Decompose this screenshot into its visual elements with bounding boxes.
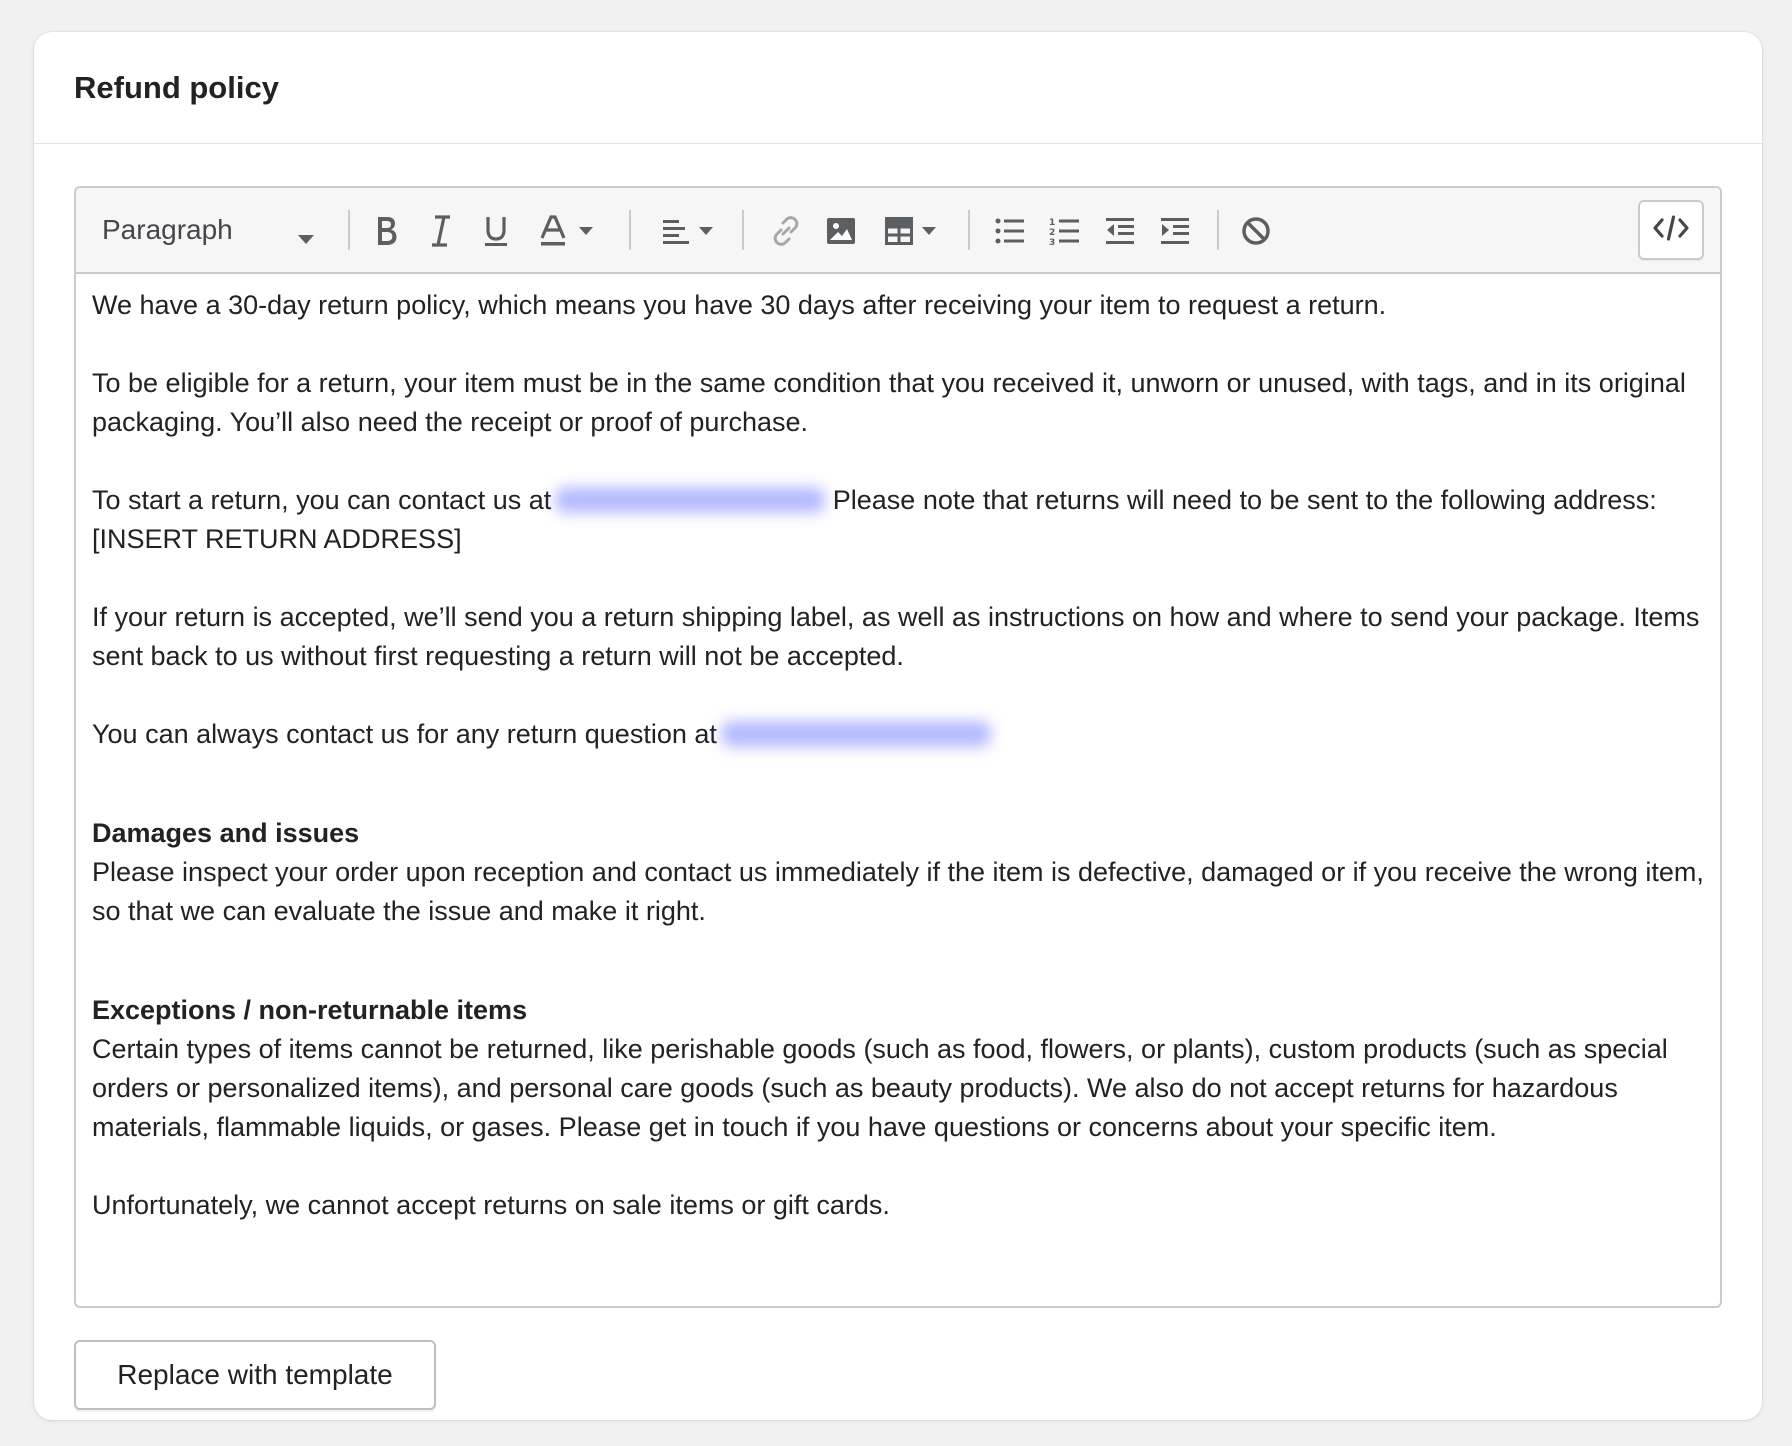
card-header bbox=[34, 32, 1762, 144]
italic-button[interactable] bbox=[416, 206, 466, 256]
toolbar-divider bbox=[629, 210, 631, 250]
section-heading: Exceptions / non-returnable items bbox=[92, 995, 528, 1025]
code-view-icon bbox=[1652, 214, 1690, 247]
redacted-email bbox=[721, 721, 991, 747]
image-icon bbox=[825, 216, 857, 246]
toolbar-divider bbox=[1217, 210, 1219, 250]
paragraph: If your return is accepted, we’ll send you a return shipping label, as well as instructions on how and where to send your package. Items sent back to us without first requesting a return will not be accepted. bbox=[92, 602, 1700, 671]
text-color-icon bbox=[537, 214, 571, 248]
align-left-icon bbox=[661, 216, 691, 246]
indent-icon bbox=[1159, 216, 1191, 246]
table-icon bbox=[884, 216, 914, 246]
paragraph-format-select[interactable] bbox=[86, 202, 326, 258]
paragraph bbox=[92, 481, 1712, 559]
insert-image-button[interactable] bbox=[816, 206, 866, 256]
paragraph-format-value: Paragraph bbox=[102, 214, 233, 245]
outdent-button[interactable] bbox=[1095, 206, 1145, 256]
bulleted-list-button[interactable] bbox=[985, 206, 1035, 256]
chevron-down-icon bbox=[697, 225, 715, 237]
paragraph: We have a 30-day return policy, which means you have 30 days after receiving your item to request a return. bbox=[92, 290, 1387, 320]
italic-icon bbox=[426, 214, 456, 248]
bold-icon bbox=[371, 214, 401, 248]
link-icon bbox=[770, 215, 802, 247]
editor-toolbar bbox=[76, 188, 1720, 274]
redacted-email bbox=[555, 487, 825, 513]
align-button[interactable] bbox=[648, 206, 728, 256]
card-title: Refund policy bbox=[74, 69, 279, 105]
toolbar-divider bbox=[968, 210, 970, 250]
paragraph: Certain types of items cannot be returned, like perishable goods (such as food, flowers, or plants), custom products (such as special orders or personalized items), and personal care goods (such as beauty products). We also do not accept returns for hazardous materials, flammable liquids, or gases. Please get in touch if you have questions or concerns about your specific item. bbox=[92, 1034, 1668, 1142]
refund-policy-card bbox=[34, 32, 1762, 1420]
indent-button[interactable] bbox=[1150, 206, 1200, 256]
chevron-down-icon bbox=[920, 225, 938, 237]
code-view-button[interactable] bbox=[1638, 200, 1704, 260]
toolbar-divider bbox=[348, 210, 350, 250]
editor-content[interactable] bbox=[92, 286, 1712, 1225]
paragraph: Please inspect your order upon reception and contact us immediately if the item is defective, damaged or if you receive the wrong item, so that we can evaluate the issue and make it right. bbox=[92, 857, 1704, 926]
underline-icon bbox=[481, 214, 511, 248]
paragraph: To be eligible for a return, your item must be in the same condition that you received it, unworn or unused, with tags, and in its original packaging. You’ll also need the receipt or proof of purchase. bbox=[92, 368, 1686, 437]
paragraph-text: Please note that returns will need to be sent to the following address: [INSERT RETURN ADDRESS] bbox=[92, 485, 1657, 554]
chevron-down-icon bbox=[296, 222, 316, 254]
bulleted-list-icon bbox=[994, 216, 1026, 246]
clear-formatting-button[interactable] bbox=[1231, 206, 1281, 256]
link-button[interactable] bbox=[761, 206, 811, 256]
toolbar-divider bbox=[742, 210, 744, 250]
chevron-down-icon bbox=[577, 225, 595, 237]
paragraph: Unfortunately, we cannot accept returns on sale items or gift cards. bbox=[92, 1190, 890, 1220]
svg-text:2: 2 bbox=[1049, 228, 1056, 238]
outdent-icon bbox=[1104, 216, 1136, 246]
svg-text:3: 3 bbox=[1049, 238, 1056, 246]
underline-button[interactable] bbox=[471, 206, 521, 256]
numbered-list-button[interactable] bbox=[1040, 206, 1090, 256]
paragraph-text: You can always contact us for any return question at bbox=[92, 719, 717, 749]
paragraph-text: To start a return, you can contact us at bbox=[92, 485, 552, 515]
replace-with-template-button[interactable]: Replace with template bbox=[74, 1340, 436, 1410]
clear-formatting-icon bbox=[1240, 215, 1272, 247]
insert-table-button[interactable] bbox=[871, 206, 951, 256]
section-heading: Damages and issues bbox=[92, 818, 360, 848]
numbered-list-icon bbox=[1049, 216, 1081, 246]
bold-button[interactable] bbox=[361, 206, 411, 256]
svg-text:1: 1 bbox=[1049, 218, 1056, 228]
text-color-button[interactable] bbox=[526, 206, 606, 256]
paragraph bbox=[92, 715, 1712, 754]
rich-text-editor[interactable] bbox=[74, 186, 1722, 1308]
